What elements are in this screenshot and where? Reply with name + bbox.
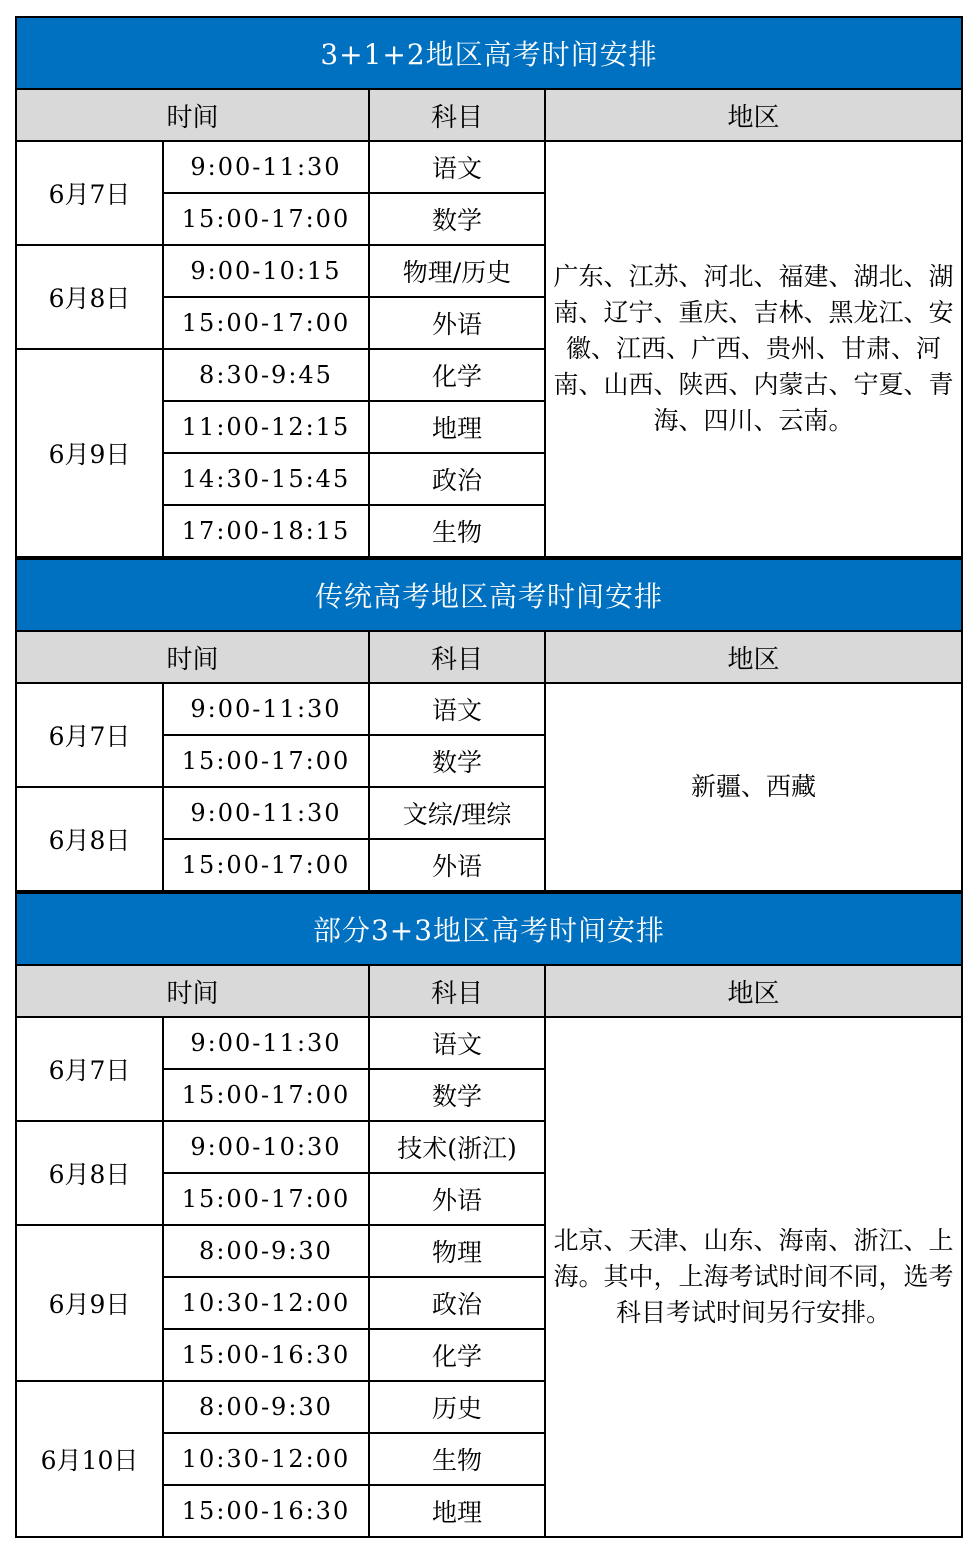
date-cell: 6月8日 (16, 245, 163, 349)
header-subject: 科目 (369, 965, 545, 1017)
subject-cell: 政治 (369, 453, 545, 505)
subject-cell: 文综/理综 (369, 787, 545, 839)
time-cell: 10:30-12:00 (163, 1277, 369, 1329)
table-row (16, 141, 962, 193)
subject-cell: 语文 (369, 683, 545, 735)
time-cell: 15:00-17:00 (163, 297, 369, 349)
header-time: 时间 (16, 631, 369, 683)
subject-cell: 数学 (369, 1069, 545, 1121)
header-subject: 科目 (369, 631, 545, 683)
region-cell (545, 141, 962, 557)
time-cell: 15:00-16:30 (163, 1329, 369, 1381)
subject-cell: 政治 (369, 1277, 545, 1329)
region-cell (545, 1017, 962, 1537)
region-text: 广东、江苏、河北、福建、湖北、湖南、辽宁、重庆、吉林、黑龙江、安徽、江西、广西、贵州、甘肃、河南、山西、陕西、内蒙古、宁夏、青海、四川、云南。 (553, 262, 954, 435)
schedule-section-table (15, 16, 963, 558)
subject-cell: 地理 (369, 401, 545, 453)
header-region: 地区 (545, 965, 962, 1017)
time-cell: 10:30-12:00 (163, 1433, 369, 1485)
time-cell: 17:00-18:15 (163, 505, 369, 557)
header-time: 时间 (16, 89, 369, 141)
subject-cell: 历史 (369, 1381, 545, 1433)
time-cell: 9:00-10:15 (163, 245, 369, 297)
header-subject: 科目 (369, 89, 545, 141)
schedule-section-table (15, 892, 963, 1538)
time-cell: 14:30-15:45 (163, 453, 369, 505)
time-cell: 15:00-16:30 (163, 1485, 369, 1537)
subject-cell: 地理 (369, 1485, 545, 1537)
time-cell: 15:00-17:00 (163, 735, 369, 787)
subject-cell: 数学 (369, 735, 545, 787)
date-cell: 6月9日 (16, 349, 163, 557)
header-region: 地区 (545, 89, 962, 141)
subject-cell: 外语 (369, 297, 545, 349)
section-title: 部分3+3地区高考时间安排 (16, 893, 962, 965)
time-cell: 9:00-11:30 (163, 683, 369, 735)
time-cell: 11:00-12:15 (163, 401, 369, 453)
subject-cell: 物理/历史 (369, 245, 545, 297)
region-text: 北京、天津、山东、海南、浙江、上海。其中，上海考试时间不同，选考科目考试时间另行安排。 (553, 1226, 954, 1327)
section-title: 传统高考地区高考时间安排 (16, 559, 962, 631)
time-cell: 9:00-11:30 (163, 787, 369, 839)
time-cell: 9:00-11:30 (163, 1017, 369, 1069)
region-text: 新疆、西藏 (691, 772, 817, 801)
time-cell: 8:30-9:45 (163, 349, 369, 401)
table-row (16, 1017, 962, 1069)
exam-schedule (15, 16, 961, 1538)
time-cell: 15:00-17:00 (163, 839, 369, 891)
time-cell: 15:00-17:00 (163, 1173, 369, 1225)
date-cell: 6月10日 (16, 1381, 163, 1537)
date-cell: 6月8日 (16, 787, 163, 891)
table-row (16, 683, 962, 735)
schedule-section-table (15, 558, 963, 892)
subject-cell: 语文 (369, 1017, 545, 1069)
subject-cell: 数学 (369, 193, 545, 245)
subject-cell: 化学 (369, 1329, 545, 1381)
time-cell: 15:00-17:00 (163, 193, 369, 245)
date-cell: 6月7日 (16, 141, 163, 245)
time-cell: 15:00-17:00 (163, 1069, 369, 1121)
time-cell: 9:00-10:30 (163, 1121, 369, 1173)
time-cell: 8:00-9:30 (163, 1381, 369, 1433)
date-cell: 6月8日 (16, 1121, 163, 1225)
subject-cell: 物理 (369, 1225, 545, 1277)
header-region: 地区 (545, 631, 962, 683)
time-cell: 9:00-11:30 (163, 141, 369, 193)
subject-cell: 生物 (369, 505, 545, 557)
region-cell (545, 683, 962, 891)
header-time: 时间 (16, 965, 369, 1017)
subject-cell: 外语 (369, 1173, 545, 1225)
subject-cell: 生物 (369, 1433, 545, 1485)
subject-cell: 语文 (369, 141, 545, 193)
date-cell: 6月9日 (16, 1225, 163, 1381)
subject-cell: 技术(浙江) (369, 1121, 545, 1173)
date-cell: 6月7日 (16, 1017, 163, 1121)
time-cell: 8:00-9:30 (163, 1225, 369, 1277)
subject-cell: 化学 (369, 349, 545, 401)
date-cell: 6月7日 (16, 683, 163, 787)
subject-cell: 外语 (369, 839, 545, 891)
section-title: 3+1+2地区高考时间安排 (16, 17, 962, 89)
